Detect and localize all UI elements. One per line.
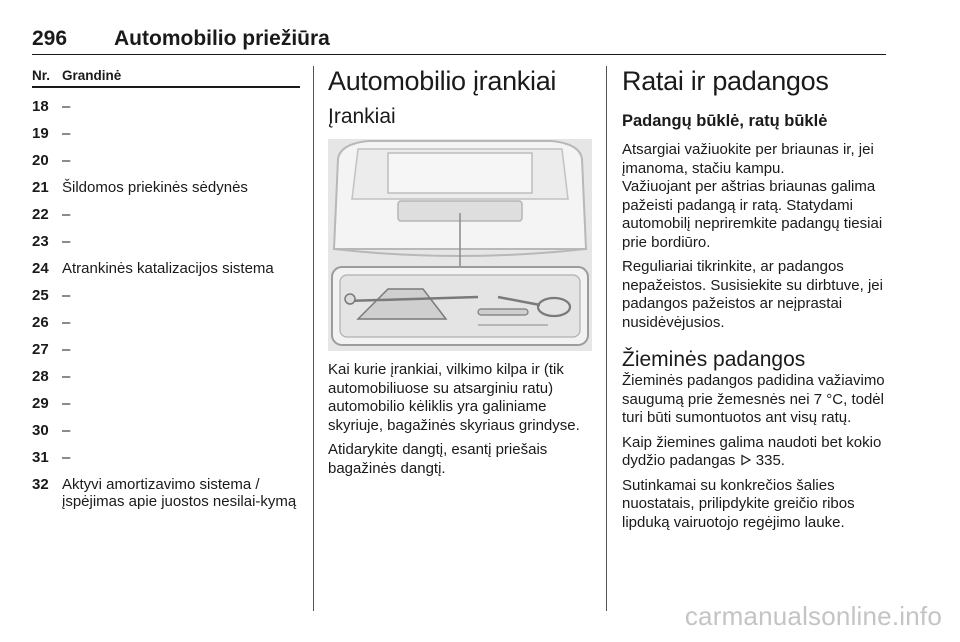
subheading-tyre-condition: Padangų būklė, ratų būklė	[622, 112, 828, 130]
fuse-number: 29	[32, 395, 49, 412]
fuse-circuit: Šildomos priekinės sėdynės	[62, 179, 248, 196]
column-header-circuit: Grandinė	[62, 67, 122, 83]
table-row	[32, 98, 300, 115]
table-row	[32, 206, 300, 223]
fuse-circuit: –	[62, 314, 71, 331]
fuse-circuit: –	[62, 98, 71, 115]
fuse-circuit: –	[62, 368, 71, 385]
section-heading-tools: Automobilio įrankiai	[328, 66, 557, 96]
table-row	[32, 395, 300, 412]
fuse-circuit: –	[62, 152, 71, 169]
table-row	[32, 233, 300, 250]
table-row	[32, 260, 300, 277]
fuse-circuit: –	[62, 449, 71, 466]
fuse-number: 18	[32, 98, 49, 115]
wheels-paragraph-1b: Važiuojant per aštrias briaunas galima pažeisti padangą ir ratą. Statydami automobilį nepriremkite padangų tiesiai prie bordiūro.	[622, 178, 883, 251]
column-header-nr: Nr.	[32, 67, 51, 83]
fuse-number: 23	[32, 233, 49, 250]
wheels-paragraph-1: Atsargiai važiuokite per briaunas ir, jei įmanoma, stačiu kampu.	[622, 141, 874, 177]
fuse-number: 25	[32, 287, 49, 304]
tools-paragraph-1: Kai kurie įrankiai, vilkimo kilpa ir (tik automobiliuose su atsarginiu ratu) automobilio kėliklis yra galiniame skyriuje, bagažinės skyriaus grindyse.	[328, 361, 580, 434]
fuse-circuit: Atrankinės katalizacijos sistema	[62, 260, 274, 277]
table-row	[32, 314, 300, 331]
column-divider	[606, 66, 607, 611]
fuse-circuit: –	[62, 206, 71, 223]
page-header	[32, 24, 886, 55]
tools-section	[328, 64, 592, 478]
fuse-circuit: –	[62, 422, 71, 439]
page-title: Automobilio priežiūra	[114, 27, 330, 50]
watermark: carmanualsonline.info	[684, 601, 942, 631]
page-reference[interactable]: 335.	[755, 452, 785, 469]
column-divider	[313, 66, 314, 611]
table-row	[32, 287, 300, 304]
fuse-number: 22	[32, 206, 49, 223]
wheels-paragraph-4	[622, 434, 886, 471]
wheels-paragraph-5: Sutinkamai su konkrečios šalies nuostatais, prilipdykite greičio ribos lipduką vairuotojo regėjimo lauke.	[622, 476, 855, 531]
trunk-tools-drawing	[328, 139, 592, 351]
wheels-paragraph-2: Reguliariai tikrinkite, ar padangos nepažeistos. Susisiekite su dirbtuve, jei padangos pažeistos ar neįprastai nusidėvėjusios.	[622, 258, 883, 331]
page-reference-icon[interactable]	[740, 453, 752, 465]
fuse-number: 21	[32, 179, 49, 196]
table-row	[32, 152, 300, 169]
page-number: 296	[32, 27, 68, 50]
fuse-number: 20	[32, 152, 49, 169]
wheels-paragraph-3: Žieminės padangos padidina važiavimo saugumą prie žemesnės nei 7 °C, todėl turi būti sumontuotos ant visų ratų.	[622, 372, 885, 426]
fuse-number: 31	[32, 449, 49, 466]
fuse-number: 28	[32, 368, 49, 385]
fuse-circuit: –	[62, 395, 71, 412]
tools-paragraph-2: Atidarykite dangtį, esantį priešais bagažinės dangtį.	[328, 441, 548, 477]
fuse-number: 26	[32, 314, 49, 331]
table-row	[32, 476, 300, 510]
subheading-winter-tyres: Žieminės padangos	[622, 348, 806, 371]
table-row	[32, 179, 300, 196]
fuse-circuit: –	[62, 233, 71, 250]
section-heading-wheels: Ratai ir padangos	[622, 66, 829, 96]
fuse-number: 30	[32, 422, 49, 439]
table-row	[32, 422, 300, 439]
wheels-section	[622, 64, 886, 532]
fuse-circuit: –	[62, 341, 71, 358]
table-row	[32, 368, 300, 385]
fuse-number: 27	[32, 341, 49, 358]
wheels-paragraph-4-text: Kaip žiemines galima naudoti bet kokio dydžio padangas	[622, 433, 882, 469]
subheading-tools: Įrankiai	[328, 105, 396, 128]
fuse-circuit: –	[62, 287, 71, 304]
fuse-table	[32, 64, 300, 510]
fuse-number: 19	[32, 125, 49, 142]
fuse-circuit: Aktyvi amortizavimo sistema / įspėjimas apie juostos nesilai-kymą	[62, 476, 297, 510]
table-row	[32, 341, 300, 358]
fuse-number: 24	[32, 260, 49, 277]
table-row	[32, 449, 300, 466]
table-header	[32, 64, 300, 88]
fuse-number: 32	[32, 476, 49, 493]
table-row	[32, 125, 300, 142]
tools-illustration	[328, 139, 592, 351]
fuse-circuit: –	[62, 125, 71, 142]
